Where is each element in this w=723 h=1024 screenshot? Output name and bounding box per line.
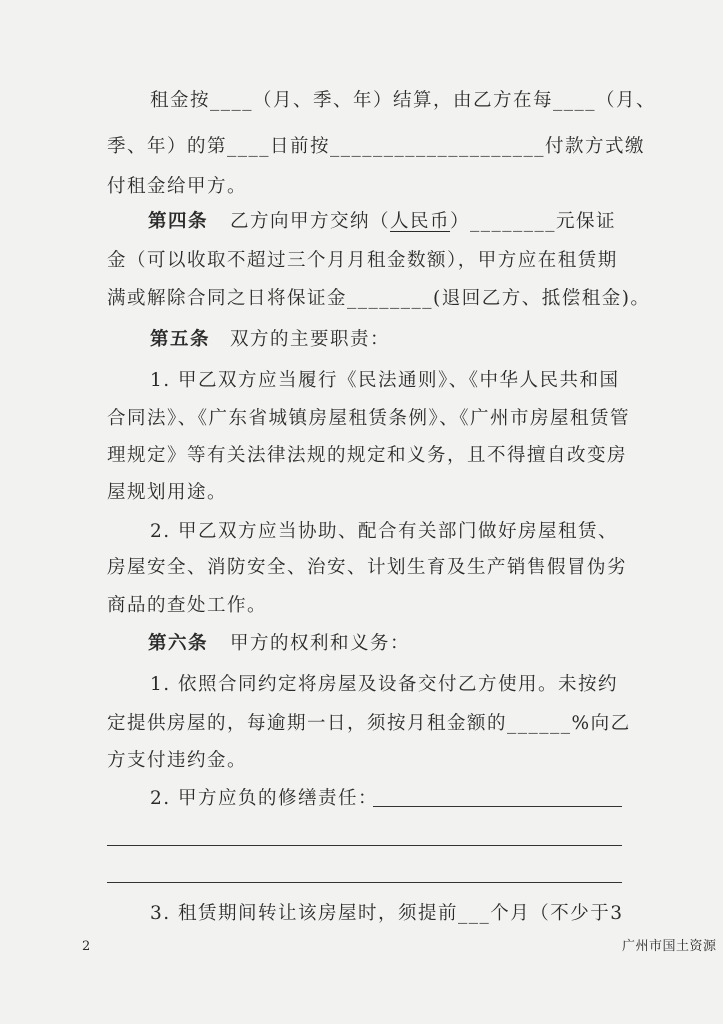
text: 合同法》、《广东省城镇房屋租赁条例》、《广州市房屋租赁管 bbox=[107, 408, 631, 429]
repair-duty-blank-line-1 bbox=[373, 806, 622, 807]
text: 屋规划用途。 bbox=[107, 482, 228, 503]
text: 房屋安全、消防安全、治安、计划生育及生产销售假冒伪劣 bbox=[107, 557, 628, 578]
article-5-item-2-line-1 bbox=[0, 517, 723, 547]
article-5-item-1-line-3 bbox=[0, 441, 723, 471]
article-4-line-3 bbox=[0, 284, 723, 314]
page-number: 2 bbox=[82, 939, 91, 954]
article-5-heading: 第五条 bbox=[150, 329, 211, 350]
article-4-heading: 第四条 bbox=[148, 211, 209, 232]
text: 商品的查处工作。 bbox=[107, 595, 268, 616]
footer-publisher: 广州市国土资源 bbox=[622, 939, 717, 954]
article-4-line-2 bbox=[0, 246, 723, 276]
text: 方支付违约金。 bbox=[107, 750, 248, 771]
article-6-title: 甲方的权利和义务： bbox=[230, 633, 411, 654]
repair-duty-blank-line-3 bbox=[107, 882, 622, 883]
repair-duty-blank-line-2 bbox=[107, 845, 622, 846]
text: 1. 甲乙双方应当履行《民法通则》、《中华人民共和国 bbox=[150, 370, 620, 391]
text: 满或解除合同之日将保证金________(退回乙方、抵偿租金)。 bbox=[107, 288, 651, 309]
article-6-heading-line bbox=[0, 629, 723, 659]
text: ）________元保证 bbox=[450, 211, 617, 232]
text: 乙方向甲方交纳（ bbox=[230, 211, 391, 232]
rent-settlement-line-3 bbox=[0, 172, 723, 202]
text: 季、年）的第____日前按____________________付款方式缴 bbox=[107, 136, 646, 157]
article-6-item-3-line-1 bbox=[0, 899, 723, 929]
article-6-heading: 第六条 bbox=[148, 633, 209, 654]
text: 理规定》等有关法律法规的规定和义务，且不得擅自改变房 bbox=[107, 445, 628, 466]
currency: 人民币 bbox=[390, 211, 451, 232]
text: 2. 甲方应负的修缮责任： bbox=[150, 788, 379, 809]
article-4-line-1 bbox=[0, 207, 723, 237]
article-5-item-2-line-3 bbox=[0, 591, 723, 621]
rent-settlement-line-1 bbox=[0, 86, 723, 116]
article-5-title: 双方的主要职责： bbox=[230, 329, 391, 350]
text: 租金按____（月、季、年）结算，由乙方在每____（月、 bbox=[150, 90, 657, 111]
rent-settlement-line-2 bbox=[0, 132, 723, 162]
article-6-item-1-line-1 bbox=[0, 670, 723, 700]
article-5-item-1-line-4 bbox=[0, 478, 723, 508]
text: 金（可以收取不超过三个月月租金数额），甲方应在租赁期 bbox=[107, 250, 618, 271]
text: 3. 租赁期间转让该房屋时，须提前___个月（不少于3 bbox=[150, 903, 624, 924]
article-5-heading-line bbox=[0, 325, 723, 355]
article-6-item-1-line-2 bbox=[0, 709, 723, 739]
text: 付租金给甲方。 bbox=[107, 176, 248, 197]
article-5-item-1-line-2 bbox=[0, 404, 723, 434]
article-6-item-2-line bbox=[0, 784, 723, 814]
article-4-text bbox=[230, 207, 616, 237]
article-6-item-1-line-3 bbox=[0, 746, 723, 776]
text: 1. 依照合同约定将房屋及设备交付乙方使用。未按约 bbox=[150, 674, 619, 695]
text: 定提供房屋的，每逾期一日，须按月租金额的______%向乙 bbox=[107, 713, 631, 734]
article-5-item-2-line-2 bbox=[0, 553, 723, 583]
text: 2. 甲乙双方应当协助、配合有关部门做好房屋租赁、 bbox=[150, 521, 619, 542]
article-5-item-1-line-1 bbox=[0, 366, 723, 396]
